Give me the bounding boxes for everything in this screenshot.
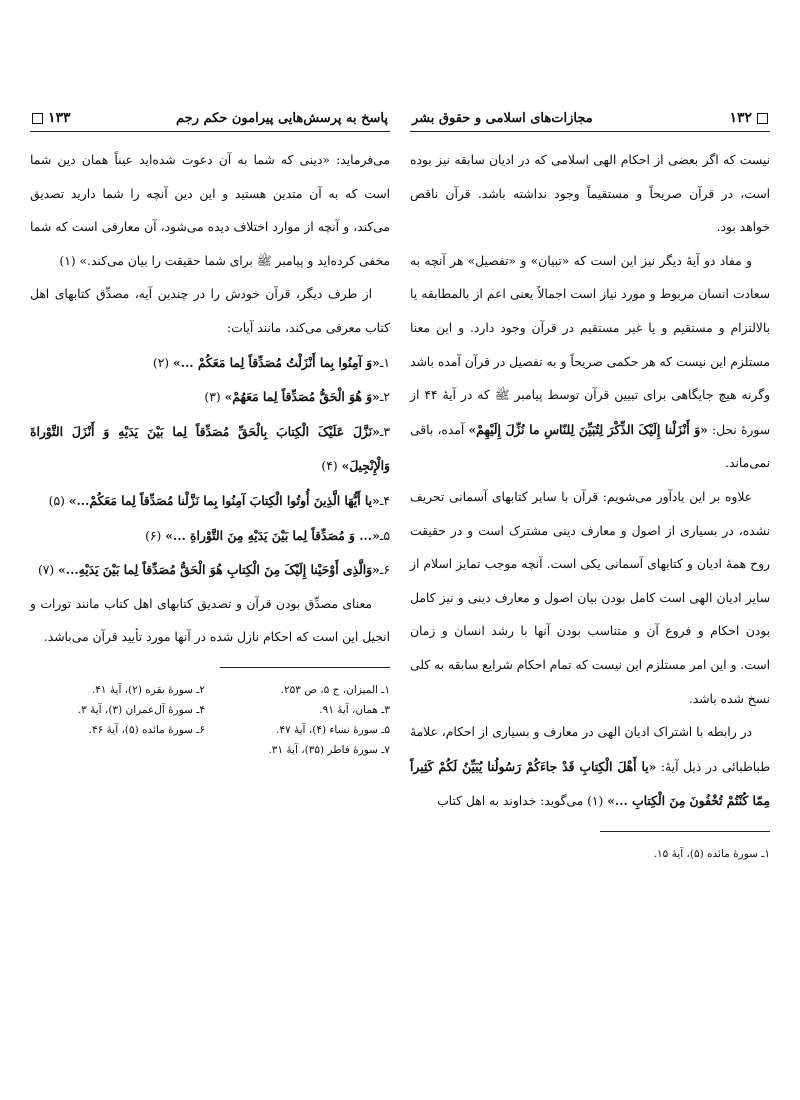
footnote-ref: (۳) <box>204 390 225 405</box>
verse-line: ۲ـ«وَ هُوَ الْحَقُّ مُصَدِّقاً لِما مَعَهُمْ» (۳) <box>204 389 390 405</box>
footnote-item: ۶ـ سورهٔ مائده (۵)، آیهٔ ۴۶. <box>88 723 205 736</box>
square-icon <box>32 113 43 124</box>
footnote-item: ۵ـ سورهٔ نساء (۴)، آیهٔ ۴۷. <box>276 723 390 736</box>
verse-line: ۴ـ«یا أَیُّهَا الَّذِینَ أُوتُوا الْکِتابَ آمِنُوا بِما نَزَّلْنا مُصَدِّقاً لِما مَعَکُمْ...» (۵) <box>48 492 390 508</box>
footnote-item: ۱ـ سورهٔ مائده (۵)، آیهٔ ۱۵. <box>653 847 770 860</box>
footnote-ref: (۶) <box>145 528 166 543</box>
quran-quote: «... وَ مُصَدِّقاً لِما بَیْنَ یَدَیْهِ مِنَ التَّوْراةِ ...» <box>165 527 380 543</box>
footnote-item: ۳ـ همان، آیهٔ ۹۱. <box>319 703 390 716</box>
footnote-ref: (۱) <box>583 794 608 809</box>
footnote-item: ۲ـ سورهٔ بقره (۲)، آیهٔ ۴۱. <box>91 683 205 696</box>
footnote-ref: (۴) <box>321 459 342 474</box>
paragraph: علاوه بر این یادآور می‌شویم: قرآن با سایر کتابهای آسمانی تحریف نشده، در بسیاری از اصول و معارف دینی مشترک است و در حقیقت روح همهٔ ادیان و کتابهای آسمانی یکی است. آنچه موجب تمایز اسلام از سایر ادیان الهی است کامل بودن بیان اصول و معارف دینی و نیز کامل بودن احکام و فروع آن و متناسب بودن آنها با رشد انسان و زمان است. و این امر مستلزم این نیست که تمام احکام شرایع سابقه به کلی نسخ شده باشد. <box>409 489 770 706</box>
square-icon <box>757 113 768 124</box>
paragraph: نیست که اگر بعضی از احکام الهی اسلامی که در ادیان سابقه نیز بوده است، در قرآن صریحاً و مستقیماً وجود نداشته باشد. قرآن ناقص خواهد بود. <box>410 153 770 235</box>
footnote-item: ۷ـ سورهٔ فاطر (۳۵)، آیهٔ ۳۱. <box>268 743 390 756</box>
paragraph: می‌فرماید: «دینی که شما به آن دعوت شده‌اید عیناً همان دین شما است که به آن متدین هستید و این دین آنچه را شما دارید تصدیق می‌کند، و آنچه از موارد اختلاف دیده می‌شود، آن معارفی است که شما مخفی کرده‌اید و پیامبر ﷺ برای شما حقیقت را بیان می‌کند.» (۱) <box>30 153 390 268</box>
footnote-item: ۱ـ المیزان، ج ۵، ص ۲۵۳. <box>280 683 390 696</box>
paragraph: معنای مصدِّق بودن قرآن و تصدیق کتابهای اهل کتاب مانند تورات و انجیل این است که احکام نازل شده در آنها مورد تأیید قرآن می‌باشد. <box>30 596 390 645</box>
footnote-divider <box>600 831 770 832</box>
running-title: مجازات‌های اسلامی و حقوق بشر <box>412 111 593 126</box>
footnotes <box>30 680 390 760</box>
verse-line: ۱ـ«وَ آمِنُوا بِما أَنْزَلْتُ مُصَدِّقاً لِما مَعَکُمْ ...» (۲) <box>152 354 390 370</box>
page-header <box>30 100 390 132</box>
paragraph: در رابطه با اشتراک ادیان الهی در معارف و بسیاری از احکام، علامهٔ طباطبائی در ذیل آیهٔ: «یا أَهْلَ الْکِتابِ قَدْ جاءَکُمْ رَسُولُنا یُبَیِّنُ لَکُمْ کَثِیراً مِمّا کُنْتُمْ تُخْفُونَ مِنَ الْکِتابِ ...» (۱) می‌گوید: خداوند به اهل کتاب <box>410 725 771 809</box>
verse-line: ۳ـ«نَزَّلَ عَلَیْکَ الْکِتابَ بِالْحَقِّ مُصَدِّقاً لِما بَیْنَ یَدَیْهِ وَ أَنْزَلَ التَّوْراةَ وَالْإِنْجِیلَ» (۴) <box>30 423 390 474</box>
quran-quote: «وَ آمِنُوا بِما أَنْزَلْتُ مُصَدِّقاً لِما مَعَکُمْ ...» <box>173 354 380 370</box>
quran-quote: «وَ أَنْزَلْنا إِلَیْکَ الذِّکْرَ لِتُبَیِّنَ لِلنّاسِ ما نُزِّلَ إِلَیْهِمْ» <box>468 421 708 437</box>
quran-quote: «یا أَهْلَ الْکِتابِ قَدْ جاءَکُمْ رَسُولُنا یُبَیِّنُ لَکُمْ کَثِیراً مِمّا کُنْتُمْ تُخْفُونَ مِنَ الْکِتابِ ...» <box>410 758 770 809</box>
footnotes <box>410 844 770 864</box>
page-body <box>30 144 390 655</box>
verse-line: ۵ـ«... وَ مُصَدِّقاً لِما بَیْنَ یَدَیْهِ مِنَ التَّوْراةِ ...» (۶) <box>145 527 390 543</box>
footnote-divider <box>220 667 390 668</box>
paragraph: از طرف دیگر، قرآن خودش را در چندین آیه، مصدِّق کتابهای اهل کتاب معرفی می‌کند، مانند آیات: <box>30 287 390 335</box>
left-page <box>30 100 390 760</box>
verse-line: ۶ـ«وَالَّذِی أَوْحَیْنا إِلَیْکَ مِنَ الْکِتابِ هُوَ الْحَقُّ مُصَدِّقاً لِما بَیْنَ یَدَیْهِ...» (۷) <box>37 562 390 578</box>
footnote-ref: (۵) <box>48 493 69 508</box>
footnote-item: ۴ـ سورهٔ آل‌عمران (۳)، آیهٔ ۳. <box>77 703 205 716</box>
quran-quote: «یا أَیُّهَا الَّذِینَ أُوتُوا الْکِتابَ آمِنُوا بِما نَزَّلْنا مُصَدِّقاً لِما مَعَکُمْ...» <box>68 492 380 508</box>
quran-quote: «وَالَّذِی أَوْحَیْنا إِلَیْکَ مِنَ الْکِتابِ هُوَ الْحَقُّ مُصَدِّقاً لِما بَیْنَ یَدَیْهِ...» <box>58 562 380 578</box>
page-number: ۱۳۳ <box>32 110 71 126</box>
quran-quote: «وَ هُوَ الْحَقُّ مُصَدِّقاً لِما مَعَهُمْ» <box>224 389 380 405</box>
running-title: پاسخ به پرسش‌هایی پیرامون حکم رجم <box>176 111 388 126</box>
quran-quote: «نَزَّلَ عَلَیْکَ الْکِتابَ بِالْحَقِّ مُصَدِّقاً لِما بَیْنَ یَدَیْهِ وَ أَنْزَلَ التَّوْراةَ وَالْإِنْجِیلَ» <box>30 423 390 474</box>
footnote-ref: (۲) <box>152 355 174 370</box>
footnote-ref: (۷) <box>37 563 59 578</box>
right-page <box>410 100 770 864</box>
page-number: ۱۳۲ <box>729 110 768 126</box>
page-body <box>410 144 770 819</box>
paragraph: و مفاد دو آیهٔ دیگر نیز این است که «تبیان» و «تفصیل» هر آنچه به سعادت انسان مربوط و مورد نیاز است اجمالاً یعنی اعم از بالمطابقه یا بالالتزام و مستقیم و یا غیر مستقیم در قرآن وجود دارد. و این معنا مستلزم این نیست که هر حکمی صریحاً و به تفصیل در قرآن آمده باشد وگرنه هیچ جایگاهی برای تبیین قرآن توسط پیامبر ﷺ که در آیهٔ ۴۴ از سورهٔ نحل: «وَ أَنْزَلْنا إِلَیْکَ الذِّکْرَ لِتُبَیِّنَ لِلنّاسِ ما نُزِّلَ إِلَیْهِمْ» آمده، باقی نمی‌ماند. <box>410 253 771 471</box>
page-header <box>410 100 770 132</box>
